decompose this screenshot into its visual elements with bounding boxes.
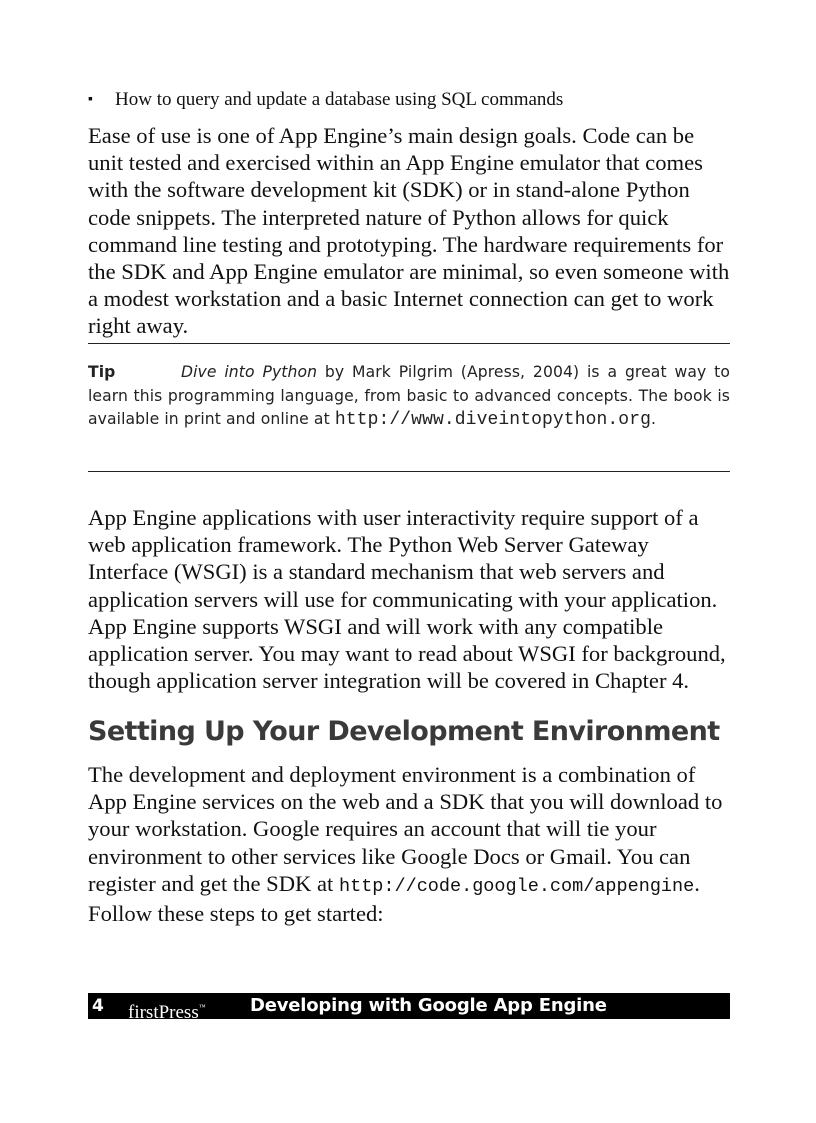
paragraph-dev-environment-end: . Follow these steps to get started: xyxy=(88,870,700,927)
page-number: 4 xyxy=(92,996,104,1016)
paragraph-ease-of-use: Ease of use is one of App Engine’s main design goals. Code can be unit tested and exercised within an App Engine emulator that comes with the software development kit (SDK) or in stand-alone Python code snippets. The interpreted nature of Python allows for quick command line testing and prototyping. The hardware requirements for the SDK and App Engine emulator are minimal, so even someone with a modest workstation and a basic Internet connection can get to work right away. xyxy=(88,123,730,339)
paragraph-dev-environment xyxy=(88,761,730,927)
tip-label: Tip xyxy=(88,363,116,381)
bullet-text: How to query and update a database using SQL commands xyxy=(115,89,564,110)
tip-url-link[interactable]: http://www.diveintopython.org xyxy=(334,410,652,431)
bullet-list-item xyxy=(88,88,730,112)
footer-book-title: Developing with Google App Engine xyxy=(250,995,607,1016)
paragraph-wsgi: App Engine applications with user interactivity require support of a web application framework. The Python Web Server Gateway Interface (WSGI) is a standard mechanism that web servers and application servers will use for communicating with your application. App Engine supports WSGI and will work with any compatible application server. You may want to read about WSGI for background, though application server integration will be covered in Chapter 4. xyxy=(88,505,726,694)
publisher-brand-name: firstPress xyxy=(128,1002,199,1023)
tip-top-rule xyxy=(88,343,730,344)
publisher-brand xyxy=(128,996,206,1024)
appengine-url-link[interactable]: http://code.google.com/appengine xyxy=(338,875,695,897)
tip-text: by Mark Pilgrim (Apress, 2004) is a great way to learn this programming language, from basic to advanced concepts. The book is available in print and online at xyxy=(88,363,730,429)
trademark-symbol: ™ xyxy=(198,1003,206,1011)
tip-text-end: . xyxy=(651,410,657,429)
paragraph-dev-environment-text: The development and deployment environment is a combination of App Engine services on the web and a SDK that you will download to your workstation. Google requires an account that will tie your environment to other services like Google Docs or Gmail. You can register and get the SDK at xyxy=(88,762,723,896)
tip-box xyxy=(88,361,730,433)
page-footer xyxy=(88,993,730,1023)
tip-book-title: Dive into Python xyxy=(181,363,318,381)
tip-bottom-rule xyxy=(88,471,730,472)
bullet-marker: ▪ xyxy=(88,92,93,107)
section-heading: Setting Up Your Development Environment xyxy=(88,716,720,747)
